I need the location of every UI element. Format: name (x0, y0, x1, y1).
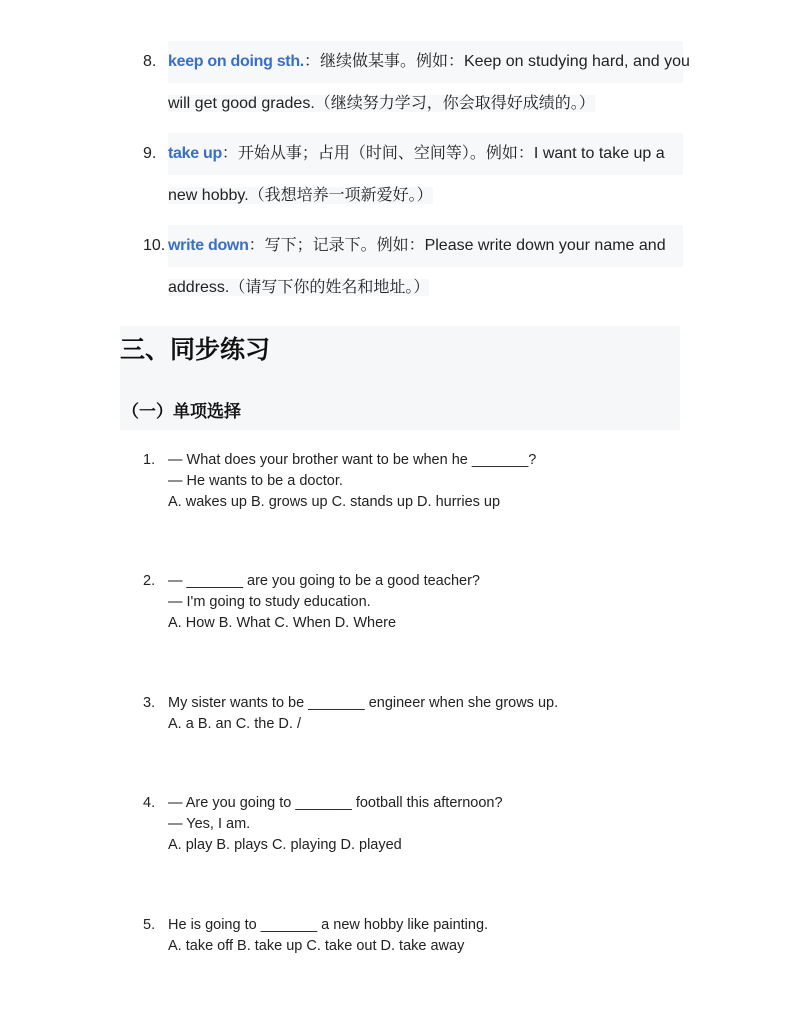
phrase-example: new hobby.（我想培养一项新爱好。） (168, 187, 433, 204)
question-line: — He wants to be a doctor. (168, 473, 343, 489)
phrase-line (168, 225, 683, 267)
question-number: 4. (143, 795, 156, 811)
phrase-term: write down (168, 237, 249, 254)
question-line: — Yes, I am. (168, 816, 251, 832)
phrase-line (168, 175, 683, 217)
section-title: 三、同步练习 (120, 335, 271, 364)
question-line: He is going to _______ a new hobby like painting. (168, 917, 489, 933)
item-number: 10. (143, 237, 166, 254)
question-item (143, 571, 683, 634)
phrase-item (143, 41, 690, 125)
phrase-example: address.（请写下你的姓名和地址。） (168, 279, 430, 296)
question-number: 3. (143, 695, 156, 711)
phrase-line (168, 133, 683, 175)
question-options: A. take off B. take up C. take out D. take away (168, 938, 465, 954)
question-options: A. a B. an C. the D. / (168, 716, 301, 732)
phrase-example: will get good grades.（继续努力学习，你会取得好成绩的。） (168, 95, 595, 112)
question-options: A. play B. plays C. playing D. played (168, 837, 402, 853)
phrase-term: keep on doing sth. (168, 53, 304, 70)
question-number: 2. (143, 573, 156, 589)
question-line: — What does your brother want to be when he _______? (168, 452, 537, 468)
phrase-definition: ：写下；记录下。例如：Please write down your name and (248, 237, 666, 254)
phrase-term: take up (168, 145, 222, 162)
question-options: A. How B. What C. When D. Where (168, 615, 397, 631)
phrase-line (168, 83, 683, 125)
question-item (143, 693, 683, 735)
item-number: 9. (143, 145, 157, 162)
question-item (143, 793, 683, 856)
question-line: — Are you going to _______ football this afternoon? (168, 795, 503, 811)
subsection-title: （一）单项选择 (122, 402, 241, 422)
question-item (143, 450, 683, 513)
phrase-item (143, 225, 683, 309)
phrase-definition: ：开始从事；占用（时间、空间等）。例如：I want to take up a (221, 145, 665, 162)
question-line: — _______ are you going to be a good teacher? (168, 573, 480, 589)
item-number: 8. (143, 53, 157, 70)
phrase-line (168, 267, 683, 309)
phrase-line (168, 41, 690, 83)
question-options: A. wakes up B. grows up C. stands up D. hurries up (168, 494, 501, 510)
phrase-definition: ：继续做某事。例如：Keep on studying hard, and you (303, 53, 690, 70)
question-number: 5. (143, 917, 156, 933)
question-line: — I'm going to study education. (168, 594, 371, 610)
question-line: My sister wants to be _______ engineer when she grows up. (168, 695, 559, 711)
phrase-item (143, 133, 683, 217)
question-item (143, 915, 683, 957)
question-number: 1. (143, 452, 156, 468)
